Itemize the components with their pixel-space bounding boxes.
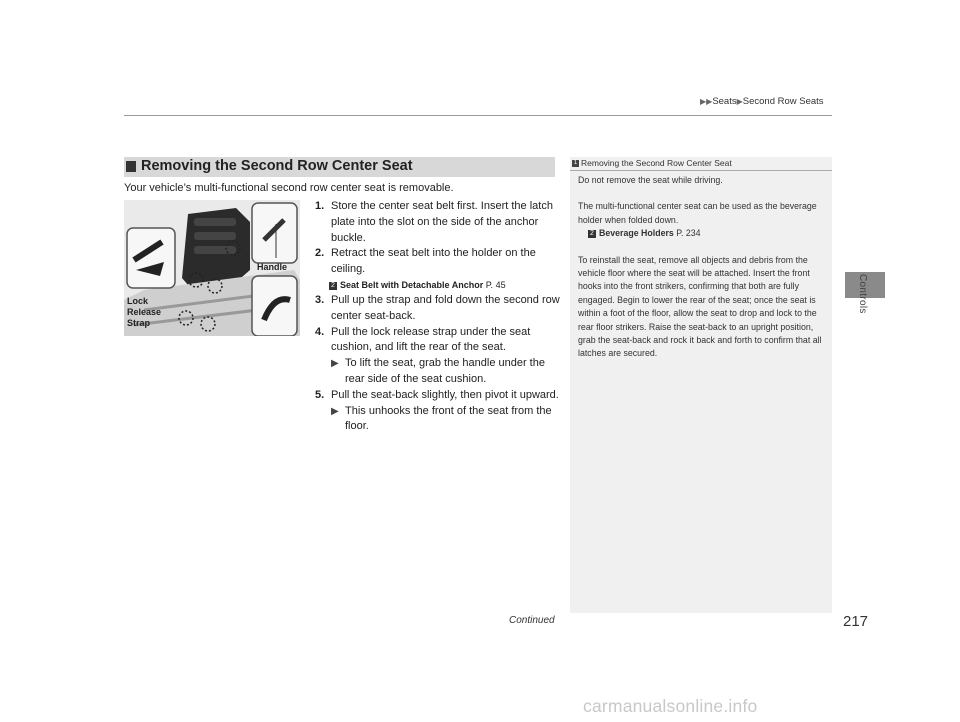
strap-label-line2: Release (127, 307, 162, 317)
step-number: 5. (315, 388, 325, 401)
step-text: Pull up the strap and fold down the second row center seat-back. (331, 293, 560, 322)
header-divider (124, 115, 832, 116)
breadcrumb-second-row-seats[interactable]: Second Row Seats (742, 96, 824, 107)
beverage-holders-link[interactable] (588, 227, 832, 240)
note-heading (572, 158, 732, 168)
section-title: Removing the Second Row Center Seat (141, 158, 413, 174)
reference-icon: 2 (588, 230, 596, 238)
section-header (124, 157, 555, 177)
step-2 (315, 246, 560, 278)
step-4-detail (331, 356, 560, 388)
arrow-icon: ▶ (331, 405, 339, 417)
seat-belt-anchor-link[interactable] (329, 278, 560, 293)
xref-page: P. 234 (676, 228, 701, 239)
step-text: Pull the lock release strap under the seat cushion, and lift the rear of the seat. (331, 325, 531, 354)
breadcrumb (700, 96, 824, 107)
note-paragraph-1: Do not remove the seat while driving. (578, 175, 723, 185)
step-number: 1. (315, 200, 325, 212)
note-body (578, 174, 832, 374)
note-heading-text: Removing the Second Row Center Seat (581, 158, 732, 168)
note-divider (570, 170, 832, 171)
section-marker-icon (126, 161, 136, 172)
step-5 (315, 388, 560, 404)
step-5-detail (331, 404, 560, 436)
continued-label: Continued (509, 615, 555, 626)
step-text: Pull the seat-back slightly, then pivot it upward. (331, 388, 559, 401)
sidebar-chapter-label: Controls (857, 274, 868, 314)
strap-label-line1: Lock (127, 296, 149, 306)
page-number: 217 (843, 613, 869, 630)
step-4 (315, 325, 560, 357)
breadcrumb-arrow-icon: ▶▶ (700, 97, 713, 106)
side-note-panel (570, 157, 832, 613)
arrow-icon: ▶ (331, 358, 339, 370)
step-text: Retract the seat belt into the holder on the ceiling. (331, 247, 536, 276)
step-3 (315, 293, 560, 325)
breadcrumb-seats[interactable]: Seats (712, 96, 737, 107)
detail-text: This unhooks the front of the seat from the floor. (345, 404, 552, 433)
step-1 (315, 199, 560, 246)
detail-text: To lift the seat, grab the handle under the rear side of the seat cushion. (345, 357, 545, 385)
strap-label-line3: Strap (127, 318, 151, 328)
note-paragraph-2: The multi-functional center seat can be used as the beverage holder when folded down. (578, 201, 817, 225)
steps-list (315, 199, 560, 435)
step-text: Store the center seat belt first. Insert the latch plate into the slot on the side of the anchor buckle. (331, 200, 553, 244)
step-number: 2. (315, 247, 325, 260)
breadcrumb-separator-icon: ▶ (736, 97, 743, 106)
note-glyph-icon: 1 (573, 160, 578, 167)
xref-title: Seat Belt with Detachable Anchor (340, 279, 484, 290)
step-number: 4. (315, 325, 325, 338)
intro-text: Your vehicle’s multi-functional second row center seat is removable. (124, 182, 454, 194)
reference-icon: 2 (329, 282, 337, 290)
seat-removal-illustration (124, 200, 300, 336)
note-paragraph-3: To reinstall the seat, remove all objects and debris from the vehicle floor where the seat will be attached. Insert the front hooks into the front strikers, confirming that both are fully engaged. Begin to lower the rear of the seat; once the seat is within a foot of the floor, allow the seat to drop and lock to the rear floor strikers. Raise the seat-back to an upright position, grab the seat-back and rock it back and forth to confirm that all latches are secured. (578, 254, 822, 359)
step-number: 3. (315, 293, 325, 306)
xref-page: P. 45 (485, 279, 506, 290)
handle-label: Handle (257, 262, 288, 272)
site-watermark: carmanualsonline.info (583, 696, 758, 716)
xref-title: Beverage Holders (599, 228, 674, 239)
